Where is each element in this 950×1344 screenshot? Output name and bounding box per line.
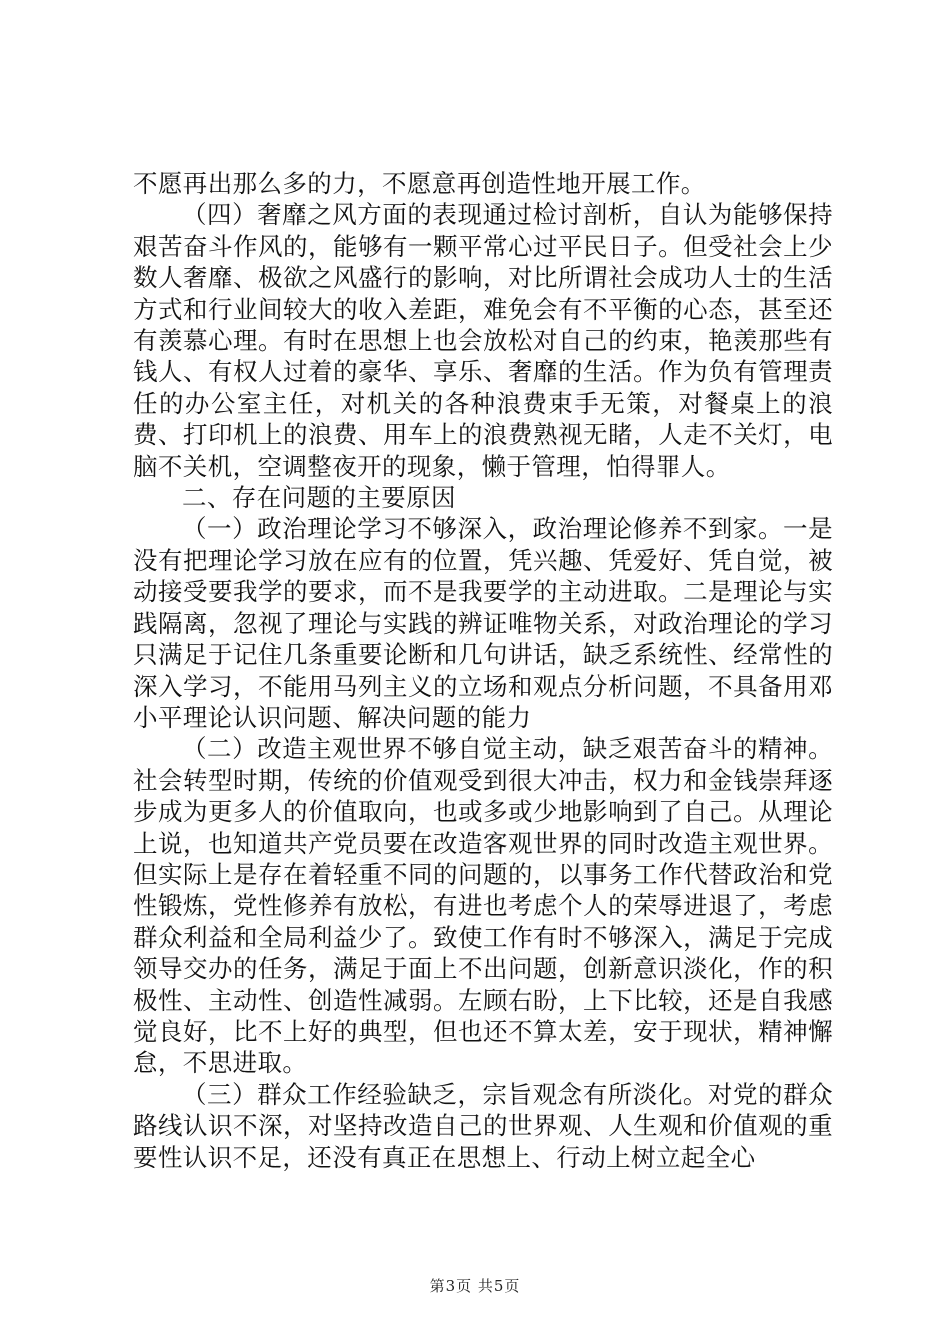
paragraph-theory-study: （一）政治理论学习不够深入，政治理论修养不到家。一是没有把理论学习放在应有的位置，凭兴趣、凭爱好、凭自觉，被动接受要我学的要求，而不是我要学的主动进取。二是理论与实践隔离，忽视了理论与实践的辨证唯物关系，对政治理论的学习只满足于记住几条重要论断和几句讲话，缺乏系统性、经常性的深入学习，不能用马列主义的立场和观点分析问题，不具备用邓小平理论认识问题、解决问题的能力 (133, 514, 833, 732)
section-heading-causes: 二、存在问题的主要原因 (182, 483, 456, 513)
document-body (133, 168, 833, 1173)
paragraph-mass-work: （三）群众工作经验缺乏，宗旨观念有所淡化。对党的群众路线认识不深，对坚持改造自己的世界观、人生观和价值观的重要性认识不足，还没有真正在思想上、行动上树立起全心 (133, 1079, 833, 1172)
page-number-footer: 第3页 共5页 (429, 1277, 521, 1295)
paragraph-continuation: 不愿再出那么多的力，不愿意再创造性地开展工作。 (133, 169, 706, 198)
paragraph-subjective-world: （二）改造主观世界不够自觉主动，缺乏艰苦奋斗的精神。社会转型时期，传统的价值观受到很大冲击，权力和金钱崇拜逐步成为更多人的价值取向，也或多或少地影响到了自己。从理论上说，也知道共产党员要在改造客观世界的同时改造主观世界。但实际上是存在着轻重不同的问题的，以事务工作代替政治和党性锻炼，党性修养有放松，有进也考虑个人的荣辱进退了，考虑群众利益和全局利益少了。致使工作有时不够深入，满足于完成领导交办的任务，满足于面上不出问题，创新意识淡化，作的积极性、主动性、创造性减弱。左顾右盼，上下比较，还是自我感觉良好，比不上好的典型，但也还不算太差，安于现状，精神懈怠，不思进取。 (133, 734, 833, 1078)
paragraph-extravagance: （四）奢靡之风方面的表现通过检讨剖析，自认为能够保持艰苦奋斗作风的，能够有一颗平常心过平民日子。但受社会上少数人奢靡、极欲之风盛行的影响，对比所谓社会成功人士的生活方式和行业间较大的收入差距，难免会有不平衡的心态，甚至还有羡慕心理。有时在思想上也会放松对自己的约束，艳羡那些有钱人、有权人过着的豪华、享乐、奢靡的生活。作为负有管理责任的办公室主任，对机关的各种浪费束手无策，对餐桌上的浪费、打印机上的浪费、用车上的浪费熟视无睹，人走不关灯，电脑不关机，空调整夜开的现象，懒于管理，怕得罪人。 (133, 200, 833, 481)
